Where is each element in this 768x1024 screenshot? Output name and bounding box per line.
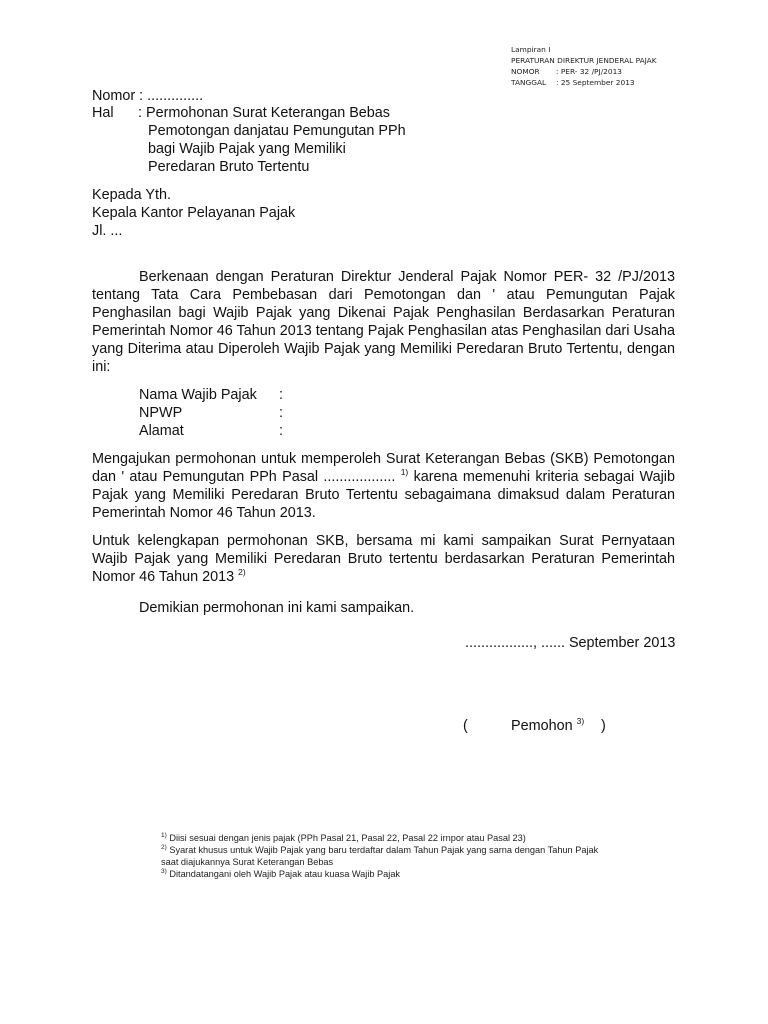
field-address	[139, 422, 283, 440]
subject-label: Hal	[92, 105, 114, 121]
footnotes	[161, 832, 661, 880]
footnote-ref-2: 2)	[238, 567, 246, 578]
regulation-date-value: : 25 September 2013	[556, 78, 635, 87]
taxpayer-fields	[139, 386, 283, 440]
subject-line-3: bagi Wajib Pajak yang Memiliki	[148, 141, 346, 157]
closing-sentence: Demikian permohonan ini kami sampaikan.	[139, 600, 415, 616]
regulation-number-row	[511, 66, 657, 77]
lampiran-label: Lampiran I	[511, 45, 551, 54]
regulation-title: PERATURAN DIREKTUR JENDERAL PAJAK	[511, 56, 657, 65]
footnote-2-text: Syarat khusus untuk Wajib Pajak yang baru terdaftar dalam Tahun Pajak yang sarna dengan Tahun Pajak	[169, 845, 599, 855]
signature-label-text: Pemohon	[511, 718, 573, 734]
footnote-1-text: Diisi sesuai dengan jenis pajak (PPh Pasal 21, Pasal 22, Pasal 22 irnpor atau Pasal 23)	[169, 833, 526, 843]
recipient-office: Kepala Kantor Pelayanan Pajak	[92, 205, 296, 221]
field-taxpayer-name	[139, 386, 283, 404]
attachment-text: Untuk kelengkapan permohonan SKB, bersama mi kami sampaikan Surat Pernyataan Wajib Pajak yang Memiliki Peredaran Bruto tertentu berdasarkan Peraturan Pemerintah Nomor 46 Tahun 2013	[92, 533, 675, 585]
regulation-number-label: NOMOR	[511, 67, 540, 76]
request-text-part1: Mengajukan permohonan untuk memperoleh Surat Keterangan Bebas (SKB) Pemotongan dan ' atau Pemungutan PPh Pasal ..................	[92, 451, 675, 485]
footnote-3-mark: 3)	[161, 867, 167, 875]
footnote-2-mark: 2)	[161, 843, 167, 851]
subject-line-4: Peredaran Bruto Tertentu	[148, 159, 310, 175]
regulation-date-label: TANGGAL	[511, 78, 547, 87]
request-text-part2: karena memenuhi kriteria sebagai Wajib Pajak yang Memiliki Peredaran Bruto Tertentu sebagaimana dimaksud dalam Peraturan Pemerintah Nomor 46 Tahun 2013.	[92, 469, 676, 521]
field-colon: :	[279, 387, 283, 403]
field-colon: :	[279, 405, 283, 421]
letter-number: Nomor : ..............	[92, 88, 204, 104]
subject-block	[138, 104, 406, 176]
footnote-ref-1: 1)	[400, 467, 409, 478]
recipient-block	[92, 186, 295, 240]
date-line: ................., ...... September 2013	[465, 635, 676, 651]
subject-line-2: Pemotongan danjatau Pemungutan PPh	[148, 123, 406, 139]
request-paragraph	[92, 450, 675, 522]
address-label: Alamat	[139, 423, 184, 439]
footnote-1	[161, 832, 661, 844]
regulation-number-value: : PER- 32 /PJ/2013	[556, 67, 622, 76]
opening-paragraph: Berkenaan dengan Peraturan Direktur Jenderal Pajak Nomor PER- 32 /PJ/2013 tentang Tata Cara Pembebasan dari Pemotongan dan ' atau Pemungutan Pajak Penghasilan bagi Wajib Pajak yang Dikenai Pajak Penghasilan Berdasarkan Peraturan Pemerintah Nomor 46 Tahun 2013 tentang Pajak Penghasilan atas Penghasilan dari Usaha yang Diterima atau Diperoleh Wajib Pajak yang Memiliki Peredaran Bruto Tertentu, dengan ini:	[92, 269, 675, 375]
footnote-ref-3: 3)	[576, 716, 585, 727]
attachment-paragraph	[92, 532, 675, 586]
footnote-3	[161, 868, 661, 880]
recipient-greeting: Kepada Yth.	[92, 187, 171, 203]
signature-open-paren: (	[463, 718, 468, 734]
field-colon: :	[279, 423, 283, 439]
signature-close-paren: )	[601, 718, 606, 734]
footnote-1-mark: 1)	[161, 831, 167, 839]
subject-line-1: : Permohonan Surat Keterangan Bebas	[138, 105, 391, 121]
recipient-address: Jl. ...	[92, 223, 123, 239]
npwp-label: NPWP	[139, 405, 183, 421]
signature-label	[511, 717, 584, 735]
field-npwp	[139, 404, 283, 422]
regulation-date-row	[511, 77, 657, 88]
taxpayer-name-label: Nama Wajib Pajak	[139, 387, 257, 403]
footnote-3-text: Ditandatangani oleh Wajib Pajak atau kuasa Wajib Pajak	[169, 869, 401, 879]
footnote-2-continued: saat diajukannya Surat Keterangan Bebas	[161, 857, 334, 867]
regulation-header	[511, 44, 657, 88]
footnote-2	[161, 844, 661, 856]
